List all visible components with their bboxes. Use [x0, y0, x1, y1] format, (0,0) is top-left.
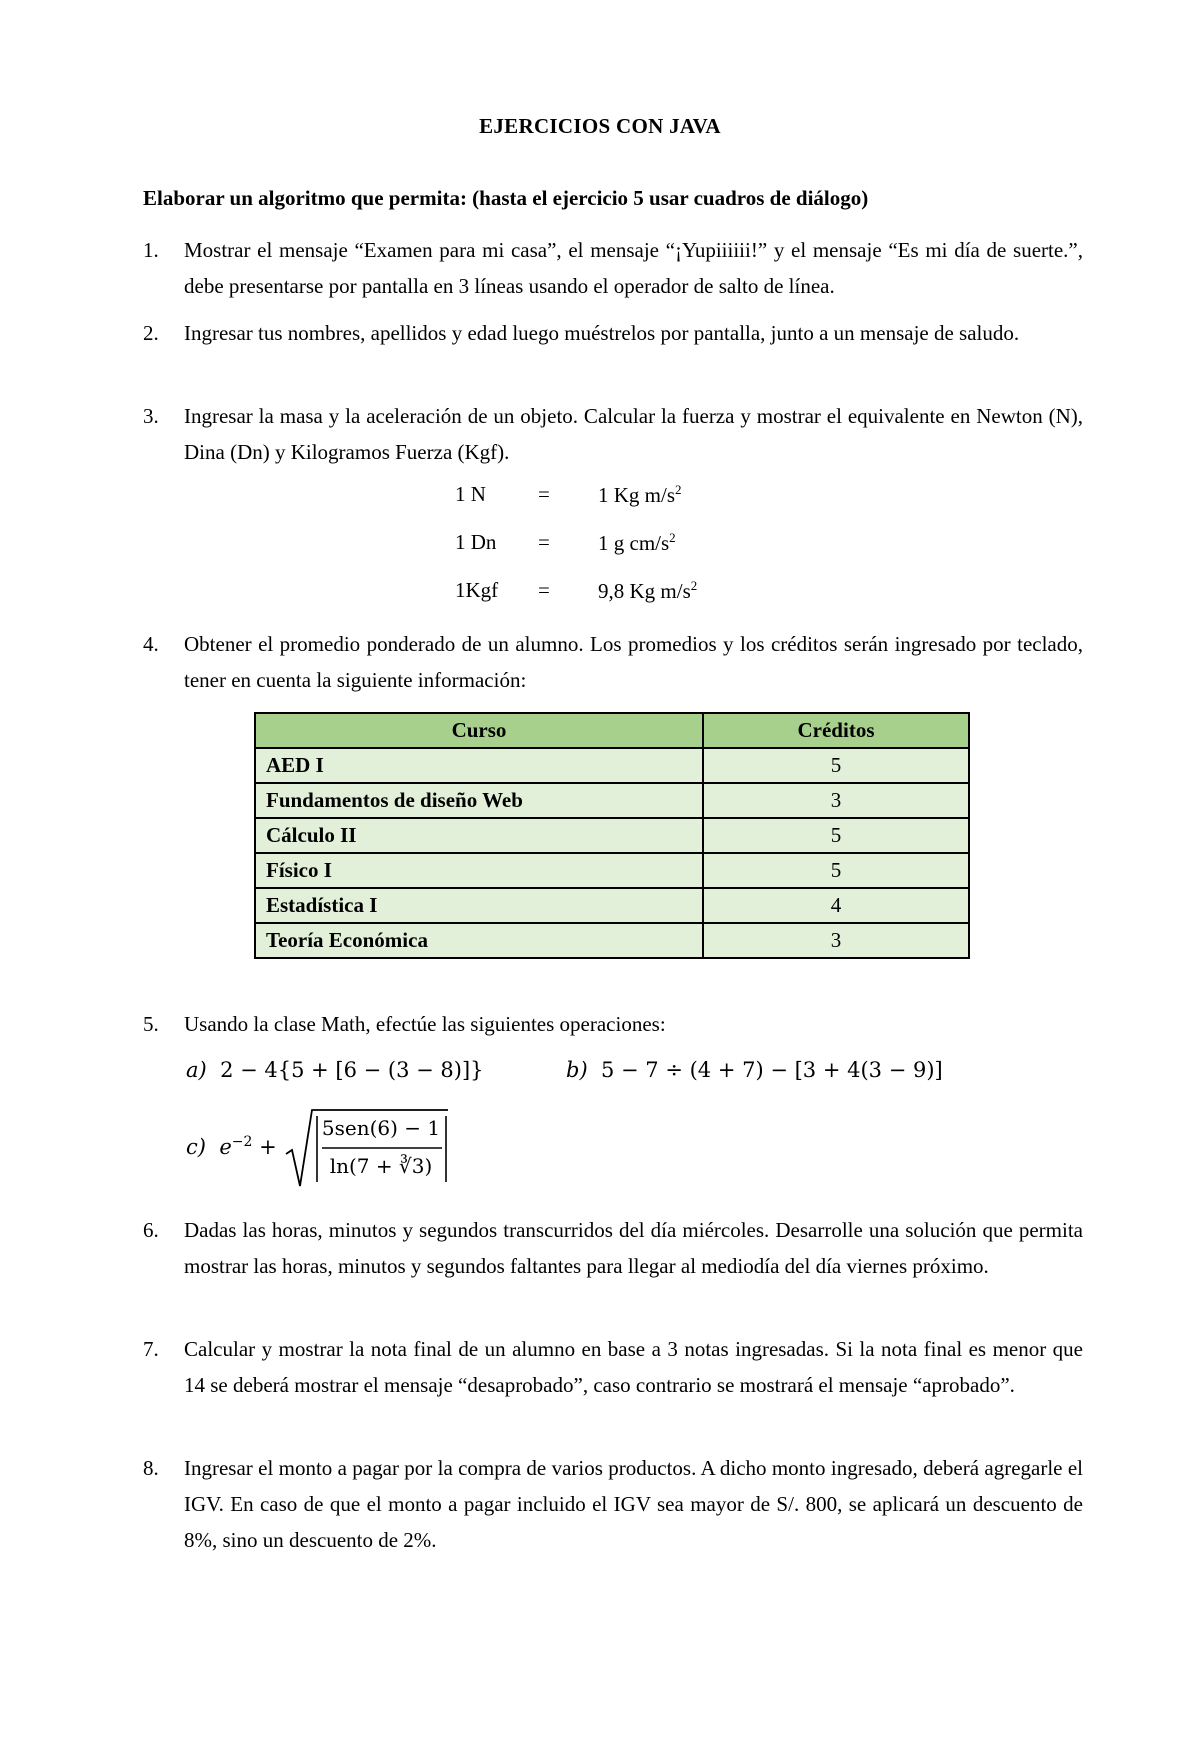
equivalence-right	[598, 530, 676, 556]
exercise-number: 2.	[143, 321, 159, 345]
credits-cell: 4	[703, 888, 969, 923]
exercise-number: 8.	[143, 1456, 159, 1480]
exercise-text: Obtener el promedio ponderado de un alumno. Los promedios y los créditos serán ingresado por teclado, tener en cuenta la siguiente información:	[184, 632, 1083, 692]
exercise-number: 1.	[143, 238, 159, 262]
exercise-number: 3.	[143, 404, 159, 428]
exercise-7	[143, 1331, 1083, 1403]
exercise-text: Mostrar el mensaje “Examen para mi casa”, el mensaje “¡Yupiiiiii!” y el mensaje “Es mi día de suerte.”, debe presentarse por pantalla en 3 líneas usando el operador de salto de línea.	[184, 238, 1083, 298]
equivalence-exponent: 2	[669, 530, 676, 545]
equivalence-equals: =	[538, 530, 550, 554]
exercise-3	[143, 398, 1083, 470]
credits-cell: 3	[703, 783, 969, 818]
table-header-row	[255, 713, 969, 748]
exercise-6	[143, 1212, 1083, 1284]
exercise-number: 7.	[143, 1337, 159, 1361]
table-row	[255, 888, 969, 923]
course-cell: Teoría Económica	[255, 923, 703, 958]
math-base-e: e	[219, 1135, 232, 1159]
math-plus: +	[259, 1135, 277, 1159]
fraction-denominator: ln(7 + ∛3)	[329, 1154, 433, 1178]
exercise-text: Ingresar tus nombres, apellidos y edad luego muéstrelos por pantalla, junto a un mensaje de saludo.	[184, 321, 1020, 345]
exercise-number: 4.	[143, 632, 159, 656]
math-expr-a: 2 − 4{5 + [6 − (3 − 8)]}	[220, 1058, 484, 1082]
credits-table	[254, 712, 970, 959]
equivalence-newton	[0, 482, 1200, 518]
exercise-1	[143, 232, 1083, 304]
table-row	[255, 748, 969, 783]
equivalence-left: 1Kgf	[455, 578, 499, 602]
intro-text: Elaborar un algoritmo que permita: (hasta el ejercicio 5 usar cuadros de diálogo)	[143, 186, 869, 210]
exercise-text: Ingresar el monto a pagar por la compra de varios productos. A dicho monto ingresado, deberá agregarle el IGV. En caso de que el monto a pagar incluido el IGV sea mayor de S/. 800, se aplicará un descuento de 8%, sino un descuento de 2%.	[184, 1456, 1083, 1552]
equivalence-dina	[0, 530, 1200, 566]
equivalence-exponent: 2	[690, 578, 698, 593]
credits-cell: 5	[703, 748, 969, 783]
equivalence-right	[598, 482, 682, 508]
math-expression-c	[186, 1134, 277, 1159]
equivalence-exponent: 2	[675, 482, 682, 497]
credits-cell: 5	[703, 853, 969, 888]
exercise-text: Usando la clase Math, efectúe las siguientes operaciones:	[184, 1012, 666, 1036]
exercise-text: Ingresar la masa y la aceleración de un objeto. Calcular la fuerza y mostrar el equivalente en Newton (N), Dina (Dn) y Kilogramos Fuerza (Kgf).	[184, 404, 1083, 464]
table-row	[255, 853, 969, 888]
equivalence-equals: =	[538, 482, 550, 506]
exercise-2	[143, 315, 1083, 351]
exercise-text: Dadas las horas, minutos y segundos transcurridos del día miércoles. Desarrolle una solución que permita mostrar las horas, minutos y segundos faltantes para llegar al mediodía del día viernes próximo.	[184, 1218, 1083, 1278]
column-header-course: Curso	[255, 713, 703, 748]
equivalence-right	[598, 578, 697, 604]
equivalence-equals: =	[538, 578, 550, 602]
table-row	[255, 818, 969, 853]
math-exponent: −2	[231, 1134, 253, 1150]
course-cell: Fundamentos de diseño Web	[255, 783, 703, 818]
course-cell: Cálculo II	[255, 818, 703, 853]
credits-cell: 3	[703, 923, 969, 958]
course-cell: Estadística I	[255, 888, 703, 923]
math-label-a: a)	[186, 1058, 207, 1082]
page-title: EJERCICIOS CON JAVA	[479, 114, 721, 138]
exercise-number: 5.	[143, 1012, 159, 1036]
math-expression-a	[186, 1058, 484, 1082]
exercise-number: 6.	[143, 1218, 159, 1242]
equivalence-left: 1 N	[455, 482, 486, 506]
equivalence-unit: 1 Kg m/s	[598, 483, 676, 507]
table-row	[255, 783, 969, 818]
exercise-text: Calcular y mostrar la nota final de un alumno en base a 3 notas ingresadas. Si la nota final es menor que 14 se deberá mostrar el mensaje “desaprobado”, caso contrario se mostrará el mensaje “aprobado”.	[184, 1337, 1083, 1397]
math-label-c: c)	[186, 1135, 206, 1159]
math-label-b: b)	[566, 1058, 588, 1082]
exercise-8	[143, 1450, 1083, 1558]
table-row	[255, 923, 969, 958]
exercise-5	[143, 1006, 1083, 1042]
math-expr-b: 5 − 7 ÷ (4 + 7) − [3 + 4(3 − 9)]	[601, 1058, 943, 1082]
equivalence-unit: 9,8 Kg m/s	[598, 579, 691, 603]
credits-cell: 5	[703, 818, 969, 853]
equivalence-kgf	[0, 578, 1200, 614]
course-cell: AED I	[255, 748, 703, 783]
equivalence-unit: 1 g cm/s	[598, 531, 670, 555]
course-cell: Físico I	[255, 853, 703, 888]
fraction-numerator: 5sen(6) − 1	[321, 1116, 441, 1140]
column-header-credits: Créditos	[703, 713, 969, 748]
equivalence-left: 1 Dn	[455, 530, 497, 554]
exercise-4	[143, 626, 1083, 698]
math-expression-b	[566, 1058, 943, 1082]
